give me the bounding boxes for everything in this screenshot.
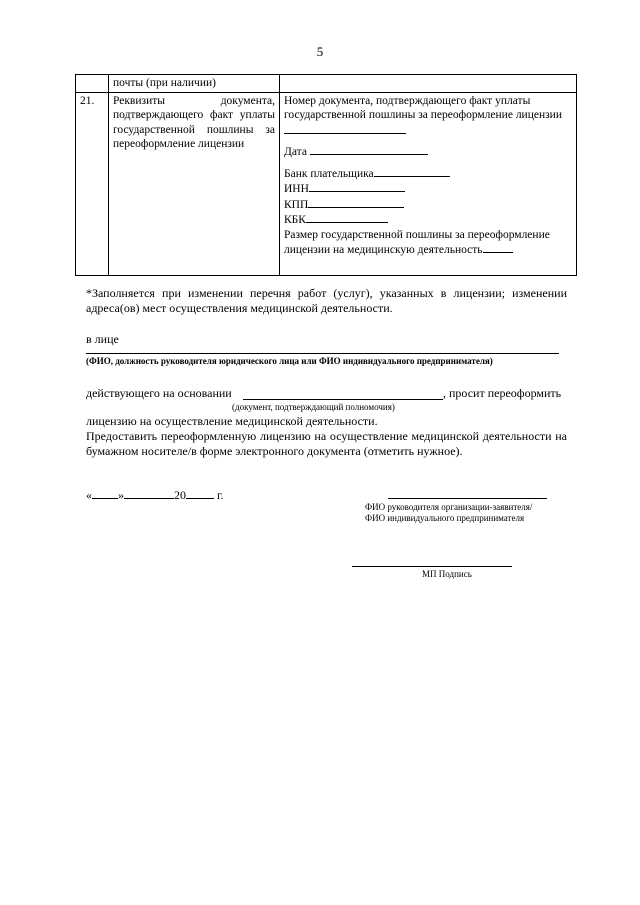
doc-number-field bbox=[284, 94, 572, 139]
payment-details-cell bbox=[280, 92, 577, 275]
fio-caption: (ФИО, должность руководителя юридического лица или ФИО индивидуального предпринимателя) bbox=[86, 356, 493, 366]
page-number: 5 bbox=[316, 44, 324, 59]
kpp-label: КПП bbox=[284, 198, 309, 211]
basis-document-blank[interactable] bbox=[243, 399, 443, 400]
kbk-label: КБК bbox=[284, 214, 306, 226]
year-suffix: г. bbox=[217, 488, 224, 502]
doc-number-label: Номер документа, подтверждающего факт уплаты государственной пошлины за переоформление лицензии bbox=[284, 94, 562, 121]
bank-label: Банк плательщика bbox=[284, 167, 374, 180]
table-cell-empty bbox=[76, 75, 109, 93]
date-label: Дата bbox=[284, 146, 307, 158]
amount-field bbox=[284, 228, 572, 258]
kbk-field bbox=[284, 212, 572, 228]
form-table bbox=[75, 74, 577, 276]
amount-label: Размер государственной пошлины за переоформление лицензии на медицинскую деятельность bbox=[284, 228, 550, 256]
date-field bbox=[284, 144, 572, 160]
inn-blank[interactable] bbox=[309, 181, 405, 192]
table-row bbox=[76, 92, 577, 275]
in-person-label: в лице bbox=[86, 332, 119, 346]
row-label: Реквизиты документа, подтверждающего факт уплаты государственной пошлины за переоформление лицензии bbox=[109, 92, 280, 275]
inn-field bbox=[284, 181, 572, 197]
kbk-blank[interactable] bbox=[306, 212, 388, 223]
bank-field bbox=[284, 166, 572, 182]
table-row bbox=[76, 75, 577, 93]
document-caption: (документ, подтверждающий полномочия) bbox=[232, 402, 395, 412]
row-number: 21. bbox=[76, 92, 109, 275]
kpp-blank[interactable] bbox=[308, 197, 404, 208]
signature-name-line[interactable] bbox=[388, 498, 547, 499]
provide-text: Предоставить переоформленную лицензию на осуществление медицинской деятельности на бумажном носителе/в форме электронного документа (отметить нужное). bbox=[86, 429, 567, 458]
date-blank[interactable] bbox=[310, 144, 428, 155]
kpp-field bbox=[284, 197, 572, 213]
year-blank[interactable] bbox=[186, 488, 214, 499]
signature-caption: ФИО руководителя организации-заявителя/ ФИО индивидуального предпринимателя bbox=[365, 502, 533, 523]
table-cell-empty bbox=[280, 75, 577, 93]
open-quote: « bbox=[86, 488, 92, 502]
stamp-caption: МП Подпись bbox=[422, 569, 472, 579]
requests-label: , просит переоформить bbox=[443, 386, 562, 400]
license-text: лицензию на осуществление медицинской деятельности. bbox=[86, 414, 378, 428]
year-prefix: 20 bbox=[174, 488, 186, 502]
close-quote: » bbox=[118, 488, 124, 502]
month-blank[interactable] bbox=[124, 488, 174, 499]
amount-blank[interactable] bbox=[483, 242, 513, 253]
stamp-signature-line[interactable] bbox=[352, 566, 512, 567]
doc-number-blank[interactable] bbox=[284, 123, 406, 134]
day-blank[interactable] bbox=[92, 488, 118, 499]
acting-basis-label: действующего на основании bbox=[86, 386, 232, 400]
fio-blank-line[interactable] bbox=[86, 353, 559, 354]
date-line bbox=[86, 488, 224, 503]
footnote: *Заполняется при изменении перечня работ (услуг), указанных в лицензии; изменении адреса(ов) мест осуществления медицинской деятельности. bbox=[86, 286, 567, 315]
inn-label: ИНН bbox=[284, 183, 309, 195]
table-cell-top-label: почты (при наличии) bbox=[109, 75, 280, 93]
bank-blank[interactable] bbox=[374, 166, 450, 177]
